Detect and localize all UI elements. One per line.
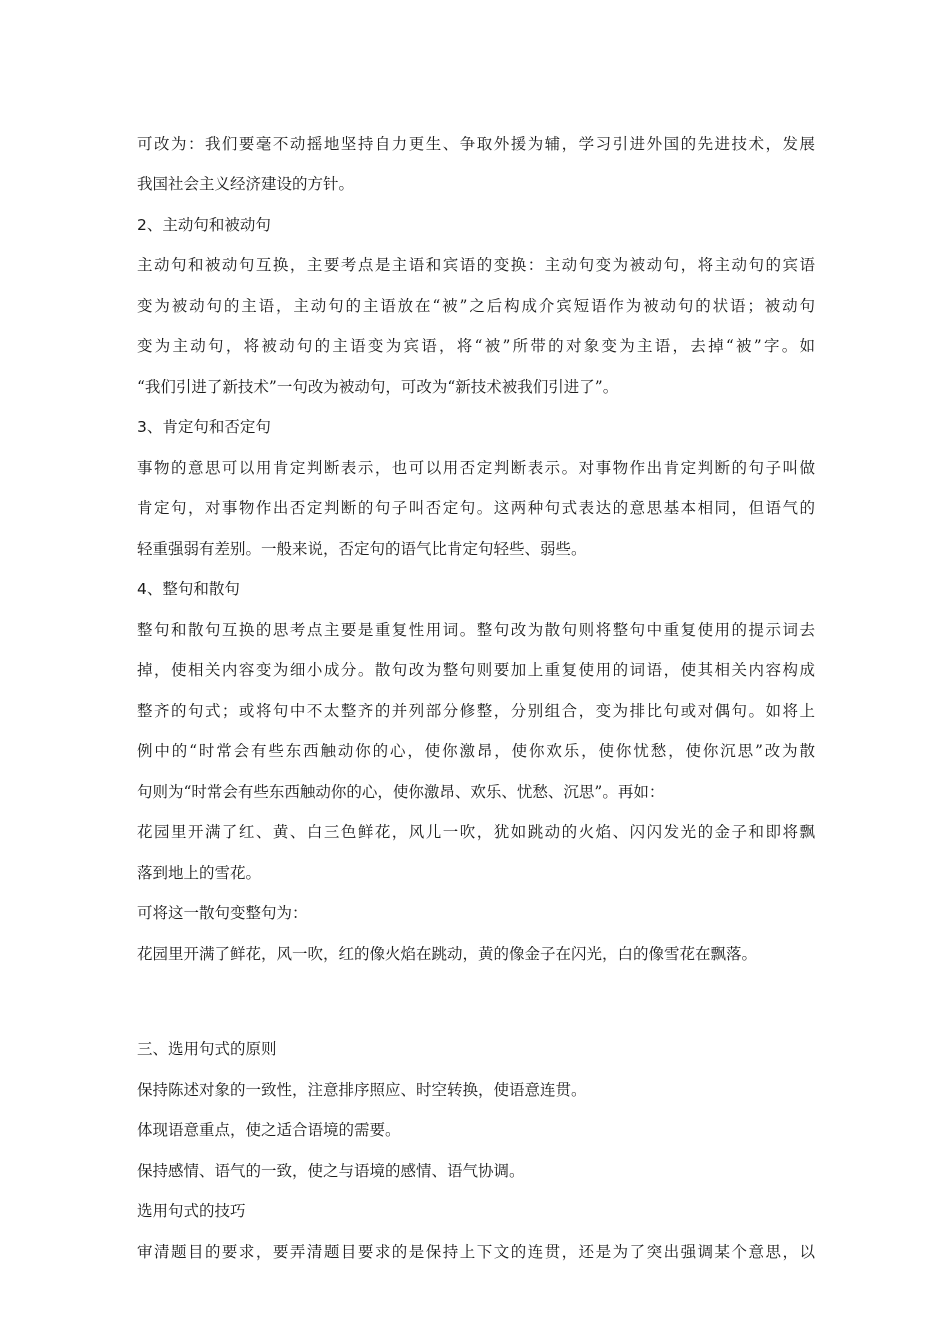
body-text-line: 落到地上的雪花。 (137, 863, 262, 882)
body-text-line: 审清题目的要求，要弄清题目要求的是保持上下文的连贯，还是为了突出强调某个意思，以 (137, 1242, 815, 1261)
body-text-line: 花园里开满了红、黄、白三色鲜花，风儿一吹，犹如跳动的火焰、闪闪发光的金子和即将飘 (137, 823, 815, 841)
body-text-line: 例中的“时常会有些东西触动你的心，使你激昂，使你欢乐，使你忧愁，使你沉思”改为散 (137, 742, 815, 760)
section-heading: 3、肯定句和否定句 (137, 418, 271, 436)
body-text-line: 保持感情、语气的一致，使之与语境的感情、语气协调。 (137, 1161, 525, 1180)
section-heading: 三、选用句式的原则 (137, 1040, 277, 1058)
body-text-line: 轻重强弱有差别。一般来说，否定句的语气比肯定句轻些、弱些。 (137, 539, 587, 558)
body-text-line: 可改为：我们要毫不动摇地坚持自力更生、争取外援为辅，学习引进外国的先进技术，发展 (137, 134, 815, 153)
body-text-line: 变为被动句的主语，主动句的主语放在“被”之后构成介宾短语作为被动句的状语；被动句 (137, 296, 815, 315)
section-heading: 2、主动句和被动句 (137, 215, 271, 234)
body-text-line: 体现语意重点，使之适合语境的需要。 (137, 1121, 401, 1139)
body-text-line: 我国社会主义经济建设的方针。 (137, 175, 355, 193)
body-text-line: 可将这一散句变整句为： (137, 904, 308, 922)
body-text-line: 肯定句，对事物作出否定判断的句子叫否定句。这两种句式表达的意思基本相同，但语气的 (137, 499, 815, 517)
body-text-line: 整齐的句式；或将句中不太整齐的并列部分修整，分别组合，变为排比句或对偶句。如将上 (137, 701, 815, 720)
body-text-line: 整句和散句互换的思考点主要是重复性用词。整句改为散句则将整句中重复使用的提示词去 (137, 620, 815, 639)
section-heading: 4、整句和散句 (137, 580, 240, 598)
body-text-line: 掉，使相关内容变为细小成分。散句改为整句则要加上重复使用的词语，使其相关内容构成 (137, 661, 815, 679)
body-text-line: 变为主动句，将被动句的主语变为宾语，将“被”所带的对象变为主语，去掉“被”字。如 (137, 337, 815, 355)
body-text-line: 句则为“时常会有些东西触动你的心，使你激昂、欢乐、忧愁、沉思”。再如： (137, 782, 665, 801)
document-body (137, 116, 815, 1280)
body-text-line: “我们引进了新技术”一句改为被动句，可改为“新技术被我们引进了”。 (137, 377, 619, 396)
body-text-line: 花园里开满了鲜花，风一吹，红的像火焰在跳动，黄的像金子在闪光，白的像雪花在飘落。 (137, 944, 758, 963)
body-text-line: 保持陈述对象的一致性，注意排序照应、时空转换，使语意连贯。 (137, 1080, 587, 1099)
body-text-line: 主动句和被动句互换，主要考点是主语和宾语的变换：主动句变为被动句，将主动句的宾语 (137, 256, 815, 274)
section-heading: 选用句式的技巧 (137, 1202, 246, 1220)
paragraph-gap (137, 982, 815, 1022)
body-text-line: 事物的意思可以用肯定判断表示，也可以用否定判断表示。对事物作出肯定判断的句子叫做 (137, 458, 815, 477)
